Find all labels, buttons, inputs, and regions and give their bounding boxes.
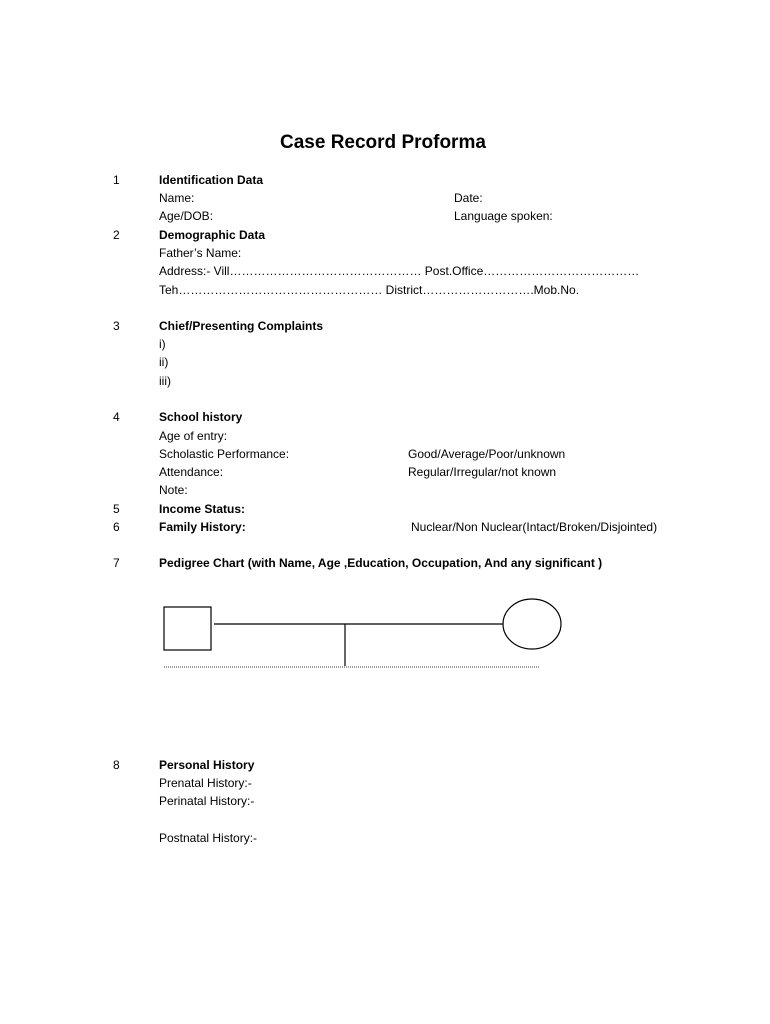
- section-heading-personal: Personal History: [159, 758, 255, 772]
- pedigree-chart: [160, 595, 570, 675]
- section-number-4: 4: [113, 410, 120, 424]
- section-number-8: 8: [113, 758, 120, 772]
- father-name-label: Father’s Name:: [159, 246, 242, 260]
- section-heading-income: Income Status:: [159, 502, 246, 516]
- complaint-item: iii): [159, 374, 171, 388]
- section-heading-demographic: Demographic Data: [159, 228, 266, 242]
- teh-district-line: Teh…………………………………………… District……………………….Mob.No.: [159, 283, 580, 297]
- female-circle-symbol: [503, 599, 561, 649]
- section-heading-complaints: Chief/Presenting Complaints: [159, 319, 324, 333]
- scholastic-options: Good/Average/Poor/unknown: [408, 447, 566, 461]
- male-square-symbol: [164, 607, 211, 650]
- section-number-6: 6: [113, 520, 120, 534]
- section-number-2: 2: [113, 228, 120, 242]
- attendance-options: Regular/Irregular/not known: [408, 465, 557, 479]
- age-of-entry-label: Age of entry:: [159, 429, 228, 443]
- complaint-item: ii): [159, 355, 169, 369]
- complaint-item: i): [159, 337, 166, 351]
- note-label: Note:: [159, 483, 188, 497]
- family-options: Nuclear/Non Nuclear(Intact/Broken/Disjointed): [411, 520, 658, 534]
- section-number-3: 3: [113, 319, 120, 333]
- section-number-1: 1: [113, 173, 120, 187]
- section-heading-family: Family History:: [159, 520, 246, 534]
- section-number-5: 5: [113, 502, 120, 516]
- name-label: Name:: [159, 191, 195, 205]
- perinatal-label: Perinatal History:-: [159, 794, 255, 808]
- section-heading-pedigree: Pedigree Chart (with Name, Age ,Education, Occupation, And any significant ): [159, 556, 603, 570]
- section-heading-school: School history: [159, 410, 243, 424]
- age-dob-label: Age/DOB:: [159, 209, 214, 223]
- language-label: Language spoken:: [454, 209, 553, 223]
- section-number-7: 7: [113, 556, 120, 570]
- section-heading-identification: Identification Data: [159, 173, 264, 187]
- address-line: Address:- Vill………………………………………… Post.Office…………………………………: [159, 264, 640, 278]
- page-title: Case Record Proforma: [280, 132, 486, 153]
- scholastic-label: Scholastic Performance:: [159, 447, 290, 461]
- date-label: Date:: [454, 191, 483, 205]
- attendance-label: Attendance:: [159, 465, 224, 479]
- prenatal-label: Prenatal History:-: [159, 776, 252, 790]
- postnatal-label: Postnatal History:-: [159, 831, 258, 845]
